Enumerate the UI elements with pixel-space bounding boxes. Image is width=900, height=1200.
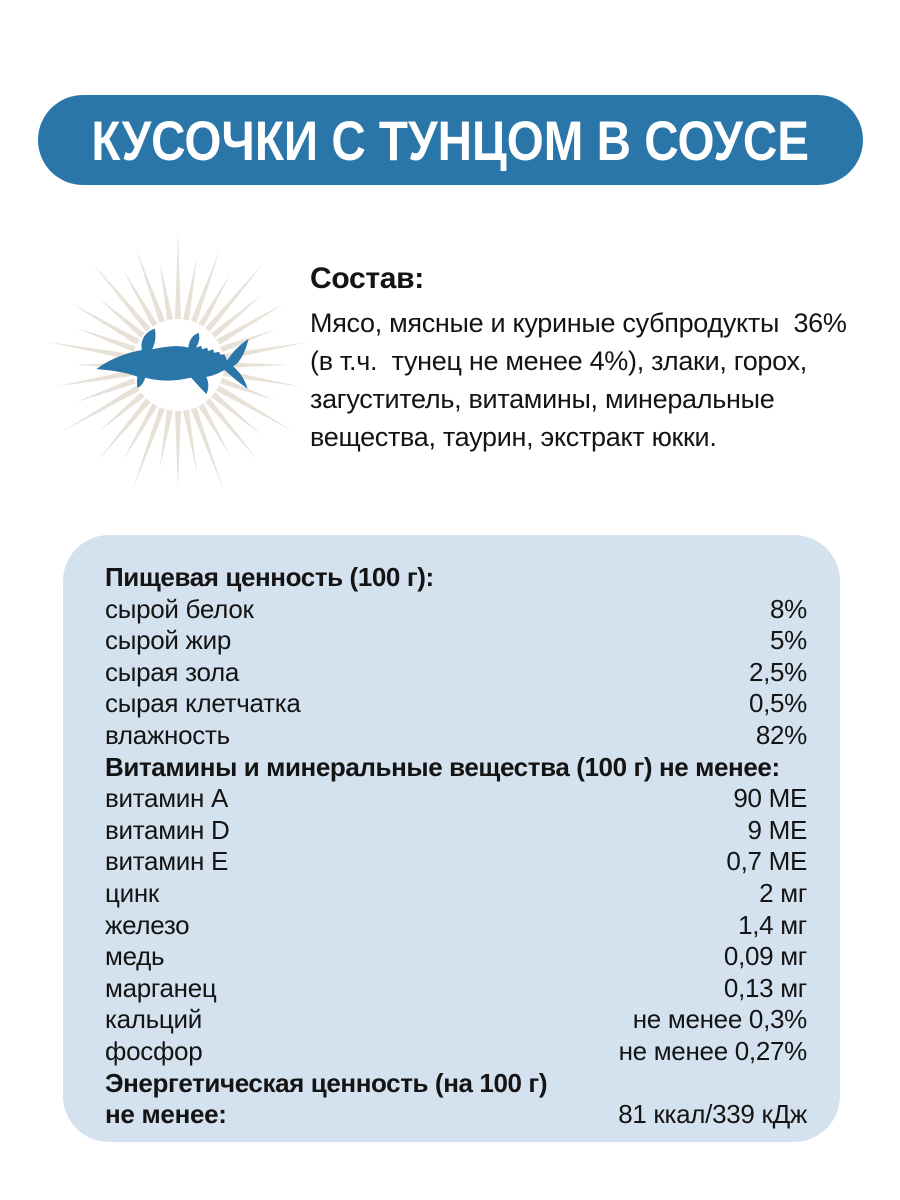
nutrition-row [105,815,807,847]
nutrient-label: витамин E [105,846,229,877]
nutrition-row [105,720,807,752]
nutrition-row [105,973,807,1005]
nutrient-value: 0,09 мг [723,941,807,972]
nutrient-label: цинк [105,877,159,908]
composition-line: (в т.ч. тунец не менее 4%), злаки, горох, [310,346,807,376]
composition-title: Состав: [310,262,424,295]
nutrition-row [105,1004,807,1036]
nutrient-value: 5% [770,625,807,656]
nutrient-value: не менее 0,27% [618,1035,807,1066]
tuna-fish-icon [92,326,264,407]
nutrient-label: сырая клетчатка [105,688,301,719]
nutrient-label: марганец [105,972,217,1003]
energy-value: 81 ккал/339 кДж [618,1099,807,1130]
composition-line: вещества, таурин, экстракт юкки. [310,422,717,452]
nutrient-value: 0,5% [748,688,807,719]
nutrition-row [105,941,807,973]
nutrient-label: сырой жир [105,625,232,656]
nutrient-value: не менее 0,3% [632,1004,807,1035]
nutrition-row [105,1036,807,1068]
nutrient-label: медь [105,941,165,972]
nutrition-row [105,846,807,878]
nutrition-row [105,878,807,910]
energy-label: не менее: [105,1099,227,1130]
nutrient-value: 2 мг [759,877,807,908]
nutrient-value: 9 МЕ [747,814,807,845]
nutrient-value: 90 МЕ [733,783,807,814]
energy-row [105,1099,807,1131]
nutrient-label: витамин D [105,814,230,845]
nutrition-section2-title: Витамины и минеральные вещества (100 г) не менее: [105,751,780,782]
composition-line: загуститель, витамины, минеральные [310,384,775,414]
nutrient-value: 2,5% [748,656,807,687]
nutrient-label: фосфор [105,1035,203,1066]
nutrient-label: сырой белок [105,593,254,624]
composition-section [310,261,890,456]
energy-title: Энергетическая ценность (на 100 г) [105,1067,548,1098]
nutrition-section1-title: Пищевая ценность (100 г): [105,562,434,592]
nutrient-label: сырая зола [105,656,240,687]
nutrient-value: 0,7 МЕ [726,846,807,877]
nutrient-value: 1,4 мг [738,909,807,940]
nutrition-row [105,625,807,657]
nutrient-value: 8% [770,593,807,624]
nutrient-value: 0,13 мг [723,972,807,1003]
nutrient-label: влажность [105,719,230,750]
nutrient-label: железо [105,909,190,940]
product-title: КУСОЧКИ С ТУНЦОМ В СОУСЕ [91,108,810,172]
nutrition-row [105,657,807,689]
nutrition-row [105,783,807,815]
composition-line: Мясо, мясные и куриные субпродукты 36% [310,308,847,338]
nutrition-row [105,910,807,942]
nutrient-label: кальций [105,1004,202,1035]
nutrition-row [105,594,807,626]
nutrition-row [105,688,807,720]
product-title-banner [38,95,863,185]
nutrition-box [63,535,840,1142]
nutrient-label: витамин A [105,783,229,814]
nutrient-value: 82% [755,719,807,750]
